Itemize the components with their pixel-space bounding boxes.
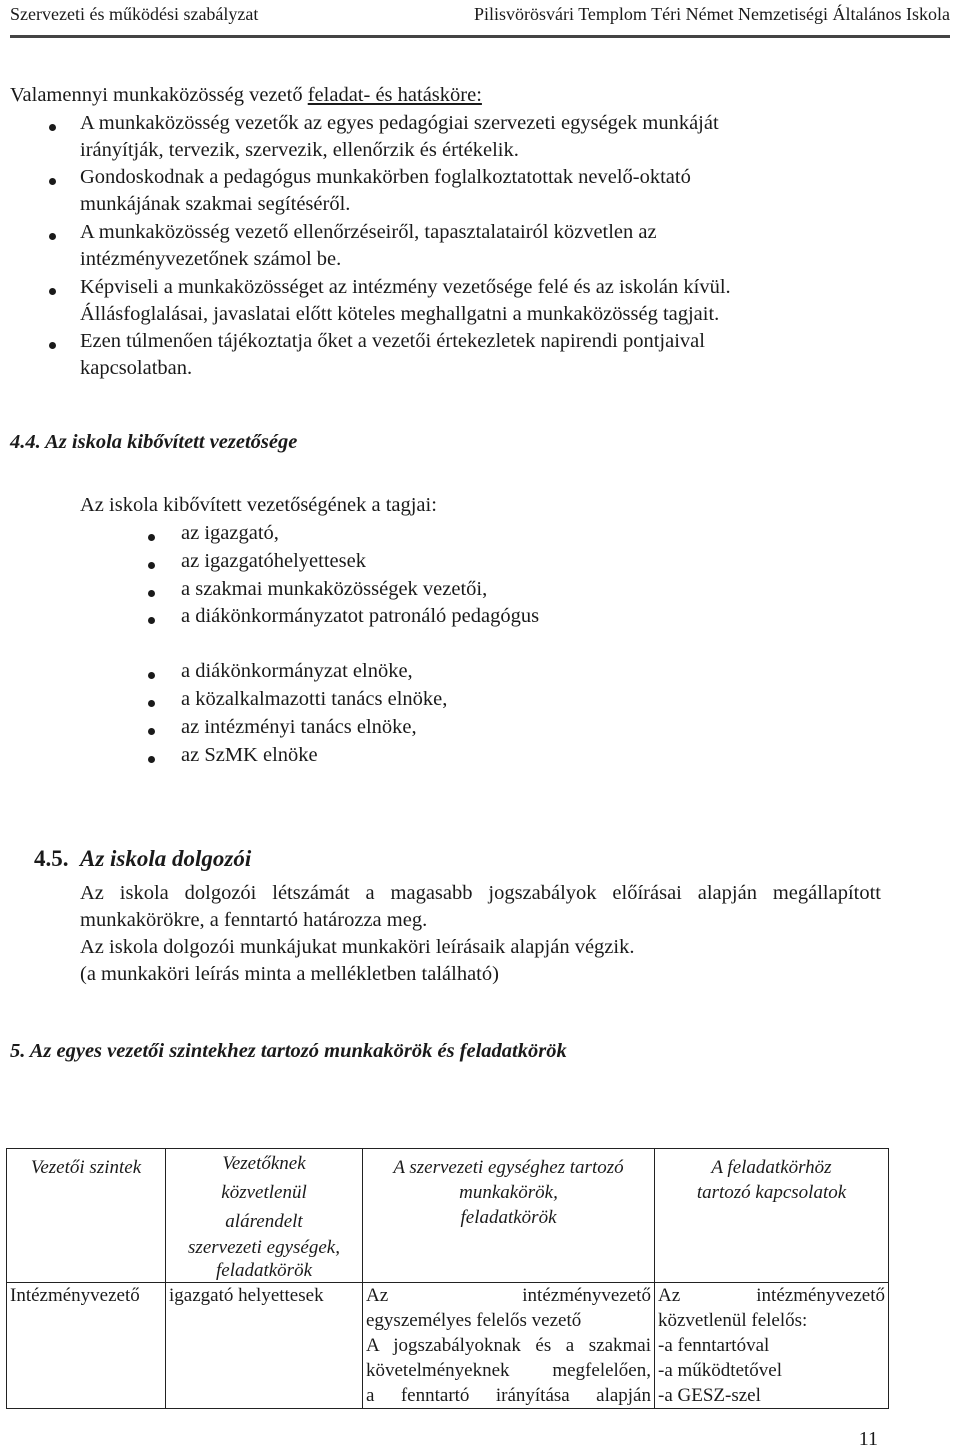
column-header-roles xyxy=(363,1149,655,1283)
cell-relations xyxy=(655,1283,889,1409)
header-text: A feladatkörhöz xyxy=(711,1157,832,1178)
bullet-icon xyxy=(148,672,155,679)
header-text: tartozó kapcsolatok xyxy=(696,1182,847,1203)
member-item: az SzMK elnöke xyxy=(181,744,318,766)
cell-text: -a fenntartóval xyxy=(658,1335,770,1356)
cell-text: igazgató helyettesek xyxy=(169,1285,324,1306)
bullet-icon xyxy=(148,562,155,569)
cell-text: Az intézményvezető xyxy=(658,1285,885,1306)
duties-intro xyxy=(10,82,482,110)
member-item: a szakmai munkaközösségek vezetői, xyxy=(181,578,488,600)
bullet-icon xyxy=(148,534,155,541)
leadership-levels-table xyxy=(6,1148,889,1409)
bullet-icon xyxy=(49,233,56,240)
extended-leadership-intro: Az iskola kibővített vezetőségének a tagjai: xyxy=(80,494,437,516)
bullet-icon xyxy=(49,288,56,295)
member-item: a diákönkormányzatot patronáló pedagógus xyxy=(181,605,540,627)
bullet-icon xyxy=(148,728,155,735)
cell-text: követelményeknek megfelelően, xyxy=(366,1360,651,1381)
staff-paragraph-line-1: Az iskola dolgozói létszámát a magasabb jogszabályok előírásai alapján megállapított xyxy=(80,882,881,904)
duties-intro-underlined: feladat- és hatásköre: xyxy=(307,84,482,106)
duties-intro-text: Valamennyi munkaközösség vezető xyxy=(10,84,308,106)
bullet-icon xyxy=(148,590,155,597)
section-4-4-title: 4.4. Az iskola kibővített vezetősége xyxy=(10,431,298,453)
cell-text: -a működtetővel xyxy=(658,1360,782,1381)
bullet-icon xyxy=(49,124,56,131)
staff-paragraph-line-4: (a munkaköri leírás minta a mellékletben található) xyxy=(80,963,499,985)
bullet-icon xyxy=(49,178,56,185)
cell-level xyxy=(7,1283,166,1409)
duty-item-5-line-1: Ezen túlmenően tájékoztatja őket a vezetői értekezletek napirendi pontjaival xyxy=(80,330,705,352)
cell-text: -a GESZ-szel xyxy=(658,1385,761,1406)
section-4-5-number: 4.5. xyxy=(34,846,69,871)
header-text: közvetlenül xyxy=(221,1182,307,1203)
page-number: 11 xyxy=(858,1428,878,1450)
bullet-icon xyxy=(148,617,155,624)
cell-text: közvetlenül felelős: xyxy=(658,1310,808,1331)
duty-item-5-line-2: kapcsolatban. xyxy=(80,357,193,379)
section-5-title: 5. Az egyes vezetői szintekhez tartozó munkakörök és feladatkörök xyxy=(10,1040,567,1062)
header-text: A szervezeti egységhez tartozó xyxy=(393,1157,624,1178)
cell-duties xyxy=(363,1283,655,1409)
duty-item-2-line-1: Gondoskodnak a pedagógus munkakörben foglalkoztatottak nevelő-oktató xyxy=(80,166,691,188)
member-item: a közalkalmazotti tanács elnöke, xyxy=(181,688,448,710)
member-item: a diákönkormányzat elnöke, xyxy=(181,660,413,682)
page-header xyxy=(10,0,950,40)
header-text: Vezetői szintek xyxy=(30,1157,142,1178)
duty-item-3-line-2: intézményvezetőnek számol be. xyxy=(80,248,342,270)
member-item: az igazgató, xyxy=(181,522,279,544)
section-4-5-title: Az iskola dolgozói xyxy=(80,846,252,871)
header-text: alárendelt xyxy=(225,1211,303,1232)
column-header-relations xyxy=(655,1149,889,1283)
staff-paragraph-line-3: Az iskola dolgozói munkájukat munkaköri leírásaik alapján végzik. xyxy=(80,936,635,958)
bullet-icon xyxy=(148,700,155,707)
table-header-row xyxy=(7,1149,889,1283)
cell-text: a fenntartó irányítása alapján xyxy=(366,1385,651,1406)
duty-item-1-line-2: irányítják, tervezik, szervezik, ellenőrzik és értékelik. xyxy=(80,139,519,161)
header-text: munkakörök, xyxy=(459,1182,558,1203)
header-divider xyxy=(10,35,950,38)
table-row xyxy=(7,1283,889,1409)
duty-item-4-line-2: Állásfoglalásai, javaslatai előtt köteles meghallgatni a munkaközösség tagjait. xyxy=(80,303,720,325)
header-document-title: Szervezeti és működési szabályzat xyxy=(10,4,259,24)
header-text: feladatkörök xyxy=(460,1207,557,1228)
header-text: szervezeti egységek, xyxy=(188,1237,340,1258)
cell-text: egyszemélyes felelős vezető xyxy=(366,1310,582,1331)
staff-paragraph-line-2: munkakörökre, a fenntartó határozza meg. xyxy=(80,909,428,931)
duty-item-2-line-2: munkájának szakmai segítéséről. xyxy=(80,193,351,215)
member-item: az igazgatóhelyettesek xyxy=(181,550,366,572)
duty-item-4-line-1: Képviseli a munkaközösséget az intézmény vezetősége felé és az iskolán kívül. xyxy=(80,276,731,298)
cell-text: A jogszabályoknak és a szakmai xyxy=(366,1335,651,1356)
column-header-subordinate-units xyxy=(166,1149,363,1283)
cell-subordinate xyxy=(166,1283,363,1409)
bullet-icon xyxy=(49,342,56,349)
header-school-name: Pilisvörösvári Templom Téri Német Nemzetiségi Általános Iskola xyxy=(474,4,950,24)
column-header-levels xyxy=(7,1149,166,1283)
header-text: feladatkörök xyxy=(215,1260,313,1281)
bullet-icon xyxy=(148,756,155,763)
duty-item-3-line-1: A munkaközösség vezető ellenőrzéseiről, tapasztalatairól közvetlen az xyxy=(80,221,657,243)
cell-text: Az intézményvezető xyxy=(366,1285,651,1306)
header-text: Vezetőknek xyxy=(222,1153,306,1174)
member-item: az intézményi tanács elnöke, xyxy=(181,716,417,738)
duty-item-1-line-1: A munkaközösség vezetők az egyes pedagógiai szervezeti egységek munkáját xyxy=(80,112,719,134)
cell-text: Intézményvezető xyxy=(10,1285,140,1306)
